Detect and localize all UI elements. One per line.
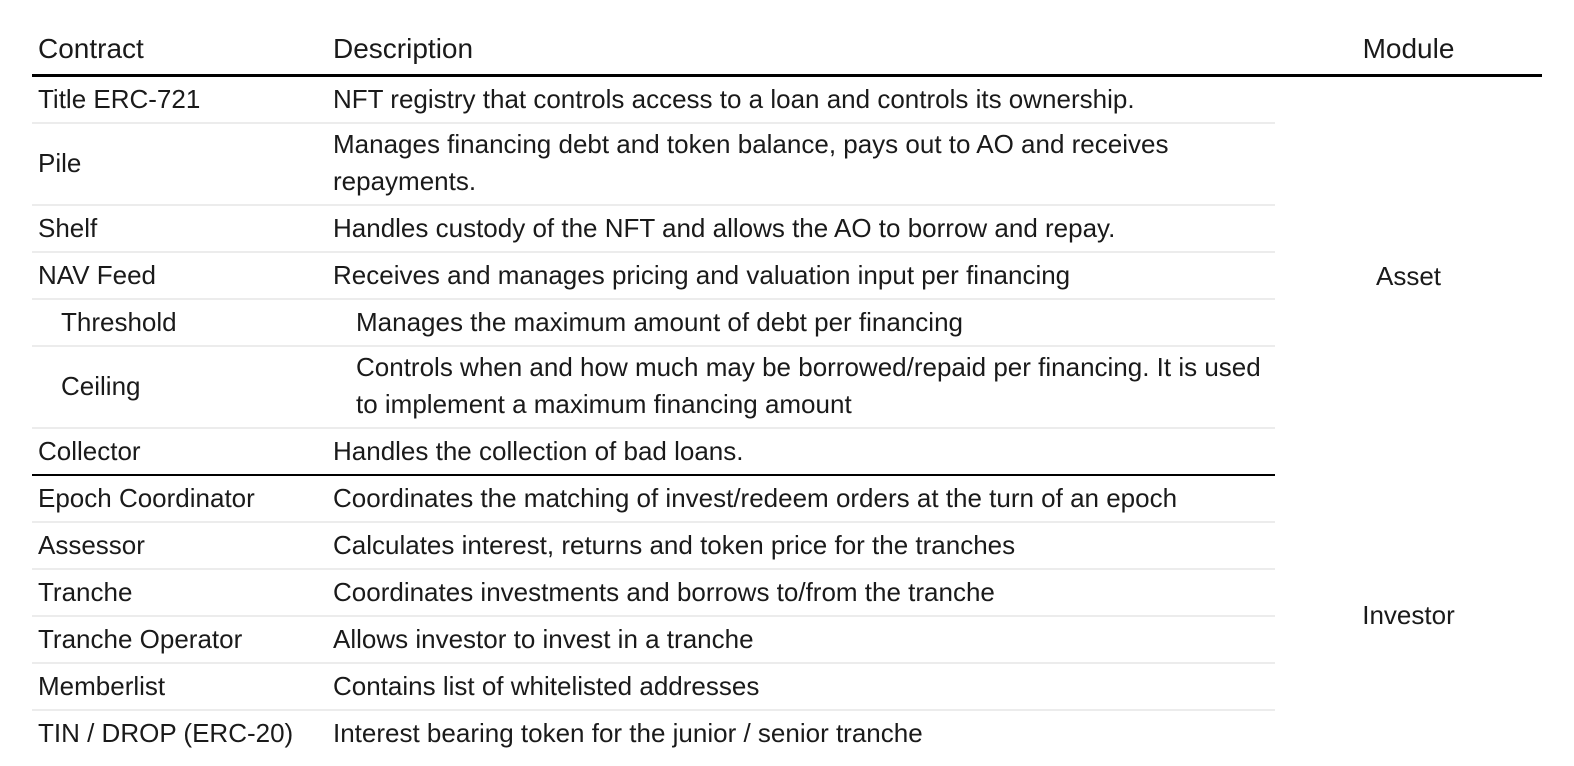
contracts-table [32, 22, 1542, 756]
description-cell: Coordinates investments and borrows to/from the tranche [327, 569, 1275, 616]
contract-cell: Tranche Operator [32, 616, 327, 663]
description-cell: Handles custody of the NFT and allows the AO to borrow and repay. [327, 205, 1275, 252]
table-header [32, 22, 1542, 76]
description-cell: Manages financing debt and token balance, pays out to AO and receives repayments. [327, 123, 1275, 205]
description-cell: Manages the maximum amount of debt per financing [327, 299, 1275, 346]
contract-cell: Collector [32, 428, 327, 475]
module-cell-asset: Asset [1375, 260, 1442, 291]
contract-cell: Tranche [32, 569, 327, 616]
contract-cell: Epoch Coordinator [32, 475, 327, 522]
description-cell: Coordinates the matching of invest/redeem orders at the turn of an epoch [327, 475, 1275, 522]
description-cell: Contains list of whitelisted addresses [327, 663, 1275, 710]
contract-cell: Threshold [32, 299, 327, 346]
contract-cell: Assessor [32, 522, 327, 569]
contract-cell: Title ERC-721 [32, 76, 327, 124]
contract-cell: TIN / DROP (ERC-20) [38, 718, 294, 748]
header-row [32, 22, 1542, 76]
header-description: Description [327, 22, 1275, 76]
description-cell: Calculates interest, returns and token price for the tranches [327, 522, 1275, 569]
contract-cell: Ceiling [32, 346, 327, 428]
description-cell: Receives and manages pricing and valuation input per financing [327, 252, 1275, 299]
header-contract: Contract [32, 22, 327, 76]
description-cell: Controls when and how much may be borrowed/repaid per financing. It is used to implement a maximum financing amount [327, 346, 1275, 428]
description-cell: NFT registry that controls access to a loan and controls its ownership. [327, 76, 1275, 124]
module-cell-investor: Investor [1362, 600, 1455, 630]
header-module: Module [1275, 22, 1542, 76]
contract-cell: Pile [32, 123, 327, 205]
contract-cell: NAV Feed [32, 252, 327, 299]
contract-cell: Memberlist [32, 663, 327, 710]
description-cell: Handles the collection of bad loans. [327, 428, 1275, 475]
description-cell: Allows investor to invest in a tranche [327, 616, 1275, 663]
table-body [32, 76, 1542, 757]
contract-cell: Shelf [32, 205, 327, 252]
description-cell: Interest bearing token for the junior / senior tranche [333, 718, 923, 748]
table-row [32, 76, 1542, 124]
table-row [32, 475, 1542, 522]
